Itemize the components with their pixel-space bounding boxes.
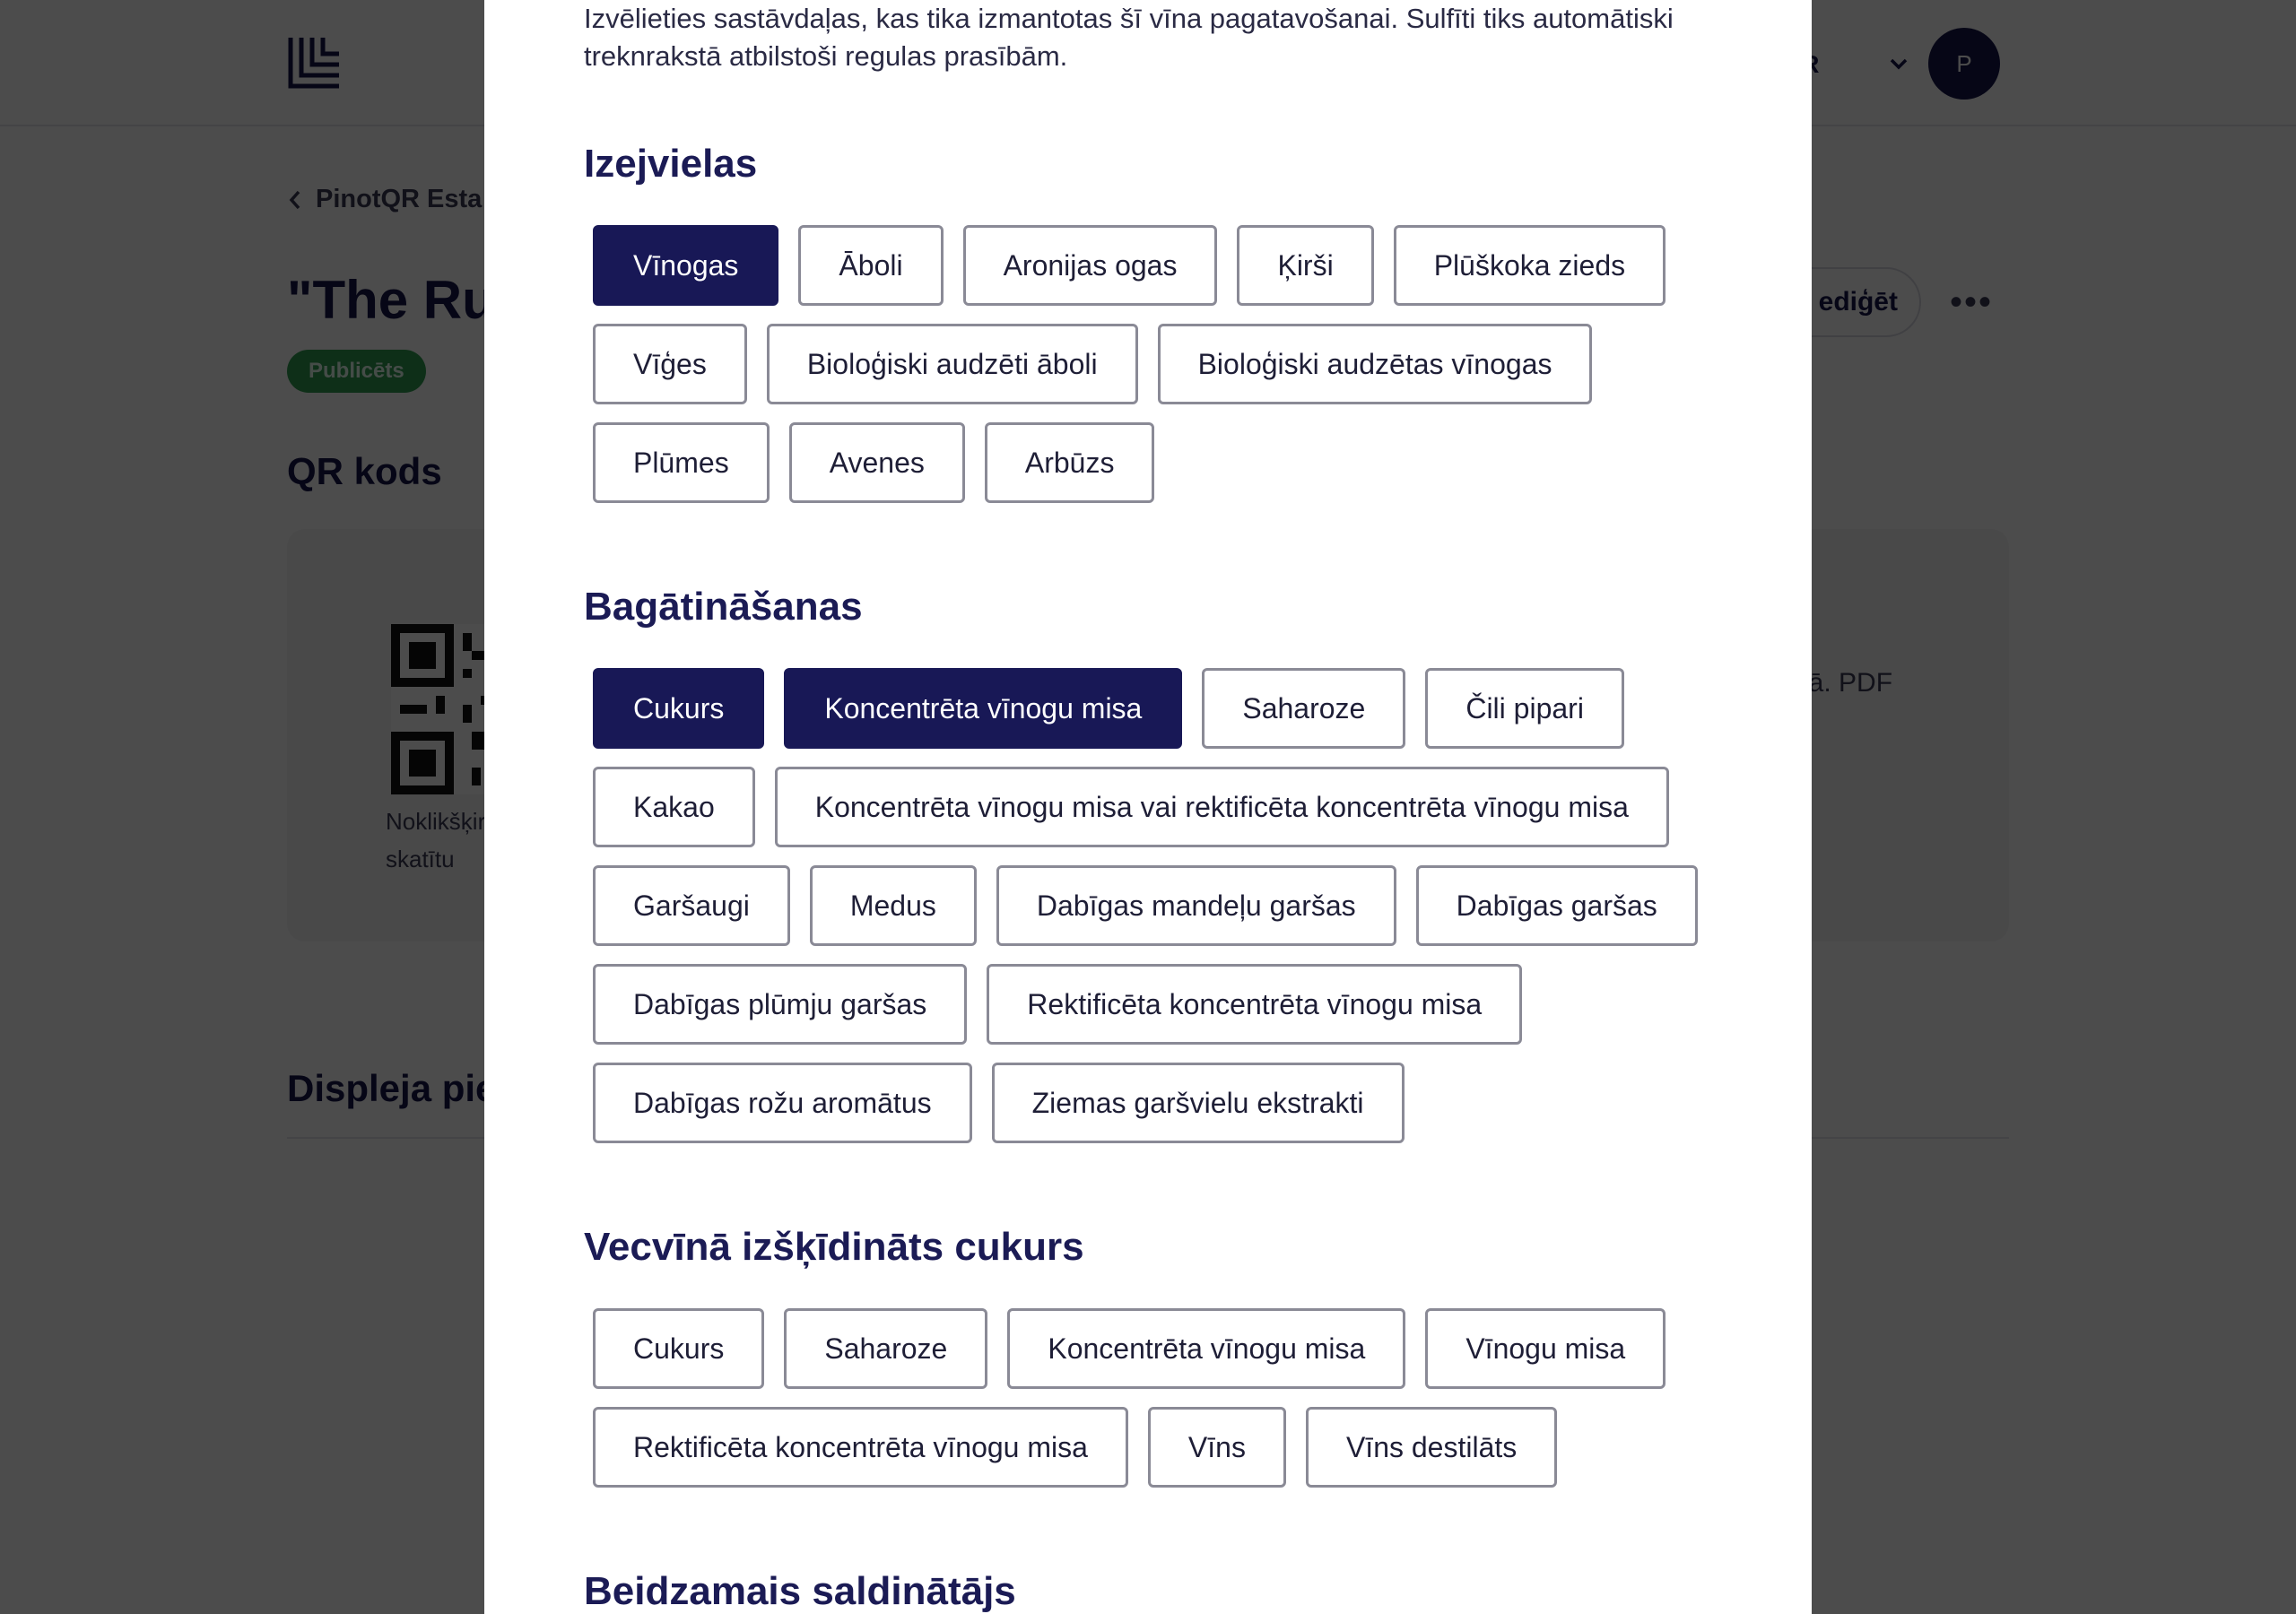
group-title-raw-materials: Izejvielas: [584, 142, 758, 186]
chip-row: [593, 964, 1522, 1045]
ingredient-chip[interactable]: Vīns: [1148, 1407, 1286, 1488]
ingredient-chip[interactable]: Ķirši: [1237, 225, 1373, 306]
modal-intro-text: Izvēlieties sastāvdaļas, kas tika izmantotas šī vīna pagatavošanai. Sulfīti tiks automātiski treknrakstā atbilstoši regulas prasībām.: [584, 3, 1674, 72]
chip-row: [593, 1308, 1665, 1389]
ingredient-chip[interactable]: Dabīgas garšas: [1416, 865, 1698, 946]
chip-row: [593, 225, 1665, 306]
group-title-dissolved-sugar: Vecvīnā izšķīdināts cukurs: [584, 1225, 1084, 1269]
ingredient-chip-selected[interactable]: Koncentrēta vīnogu misa: [784, 668, 1182, 749]
chip-row: [593, 865, 1698, 946]
ingredient-chip[interactable]: Saharoze: [784, 1308, 987, 1389]
ingredient-chip[interactable]: Vīns destilāts: [1306, 1407, 1557, 1488]
ingredient-chip[interactable]: Čili pipari: [1425, 668, 1624, 749]
group-title-final-sweetener: Beidzamais saldinātājs: [584, 1569, 1016, 1613]
ingredient-chip[interactable]: Plūškoka zieds: [1394, 225, 1665, 306]
ingredient-chip-selected[interactable]: Cukurs: [593, 668, 764, 749]
chip-row: [593, 668, 1624, 749]
ingredient-chip[interactable]: Plūmes: [593, 422, 770, 503]
ingredients-modal: [484, 0, 1812, 1614]
ingredient-chip[interactable]: Aronijas ogas: [963, 225, 1218, 306]
chip-row: [593, 767, 1669, 847]
chip-row: [593, 324, 1592, 404]
chip-row: [593, 1407, 1557, 1488]
ingredient-chip[interactable]: Rektificēta koncentrēta vīnogu misa: [593, 1407, 1128, 1488]
ingredient-chip[interactable]: Dabīgas rožu aromātus: [593, 1063, 972, 1143]
ingredient-chip-selected[interactable]: Vīnogas: [593, 225, 778, 306]
ingredient-chip[interactable]: Dabīgas mandeļu garšas: [996, 865, 1396, 946]
ingredient-chip[interactable]: Ziemas garšvielu ekstrakti: [992, 1063, 1405, 1143]
ingredient-chip[interactable]: Koncentrēta vīnogu misa: [1007, 1308, 1405, 1389]
ingredient-chip[interactable]: Garšaugi: [593, 865, 790, 946]
ingredient-chip[interactable]: Bioloģiski audzētas vīnogas: [1158, 324, 1593, 404]
ingredient-chip[interactable]: Bioloģiski audzēti āboli: [767, 324, 1138, 404]
chip-row: [593, 422, 1154, 503]
ingredient-chip[interactable]: Arbūzs: [985, 422, 1155, 503]
ingredient-chip[interactable]: Cukurs: [593, 1308, 764, 1389]
ingredient-chip[interactable]: Kakao: [593, 767, 755, 847]
ingredient-chip[interactable]: Vīģes: [593, 324, 747, 404]
ingredient-chip[interactable]: Saharoze: [1202, 668, 1405, 749]
chip-row: [593, 1063, 1405, 1143]
ingredient-chip[interactable]: Dabīgas plūmju garšas: [593, 964, 967, 1045]
ingredient-chip[interactable]: Koncentrēta vīnogu misa vai rektificēta koncentrēta vīnogu misa: [775, 767, 1669, 847]
ingredient-chip[interactable]: Rektificēta koncentrēta vīnogu misa: [987, 964, 1522, 1045]
group-title-enrichments: Bagātināšanas: [584, 585, 863, 629]
ingredient-chip[interactable]: Vīnogu misa: [1425, 1308, 1665, 1389]
ingredient-chip[interactable]: Avenes: [789, 422, 965, 503]
ingredient-chip[interactable]: Medus: [810, 865, 977, 946]
ingredient-chip[interactable]: Āboli: [798, 225, 943, 306]
